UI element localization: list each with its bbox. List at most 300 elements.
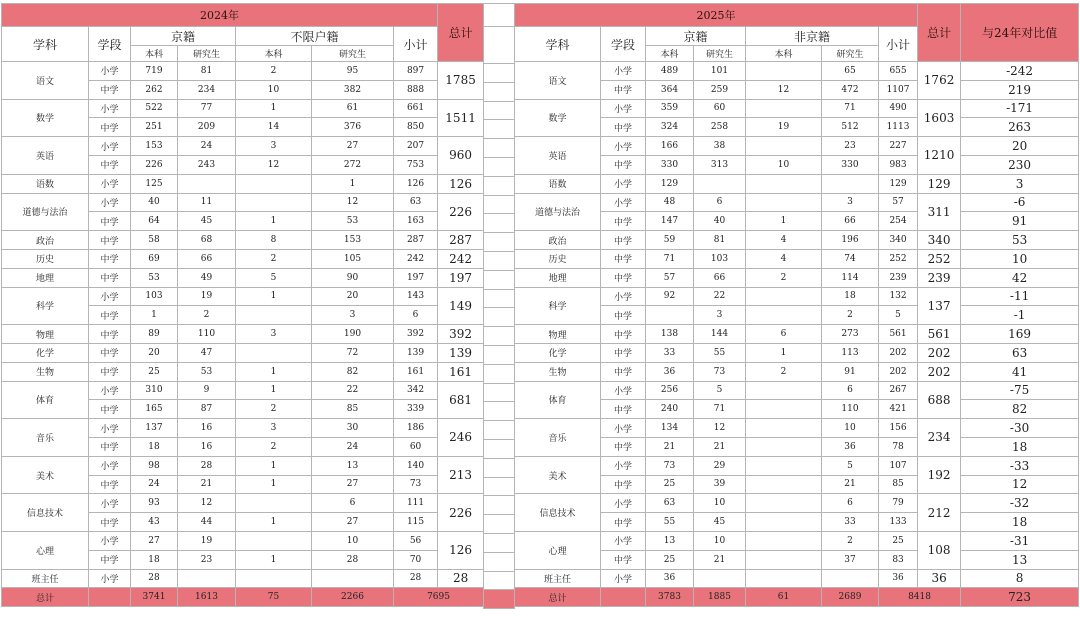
beijing-graduate-cell: 5 [694,381,746,400]
beijing-graduate-cell: 68 [178,231,236,250]
subject-cell: 数学 [2,99,89,137]
separator-blank [484,82,515,101]
other-graduate-cell: 72 [312,343,394,362]
beijing-graduate-cell: 10 [694,531,746,550]
stage-cell: 中学 [89,80,131,99]
separator-blank [484,402,515,421]
separator-cell [484,345,515,364]
diff-cell: 82 [961,400,1079,419]
separator-cell [484,157,515,176]
beijing-bachelor-cell: 48 [646,193,694,212]
subject-cell: 数学 [515,99,601,137]
separator-blank [484,176,515,195]
subject-cell: 信息技术 [2,494,89,532]
stage-cell: 中学 [601,343,646,362]
other-graduate-cell: 27 [312,137,394,156]
subtotal-cell: 85 [879,475,918,494]
totals-value: 75 [236,588,312,607]
beijing-bachelor-cell [646,306,694,325]
beijing-bachelor-cell: 64 [131,212,178,231]
table-row [515,419,1079,438]
beijing-bachelor-cell: 25 [646,475,694,494]
subject-total-cell: 234 [918,419,961,457]
separator-cell [484,402,515,421]
beijing-graduate-cell [178,174,236,193]
graduate-header: 研究生 [312,46,394,62]
stage-cell: 中学 [89,231,131,250]
subtotal-cell: 111 [394,494,438,513]
table-row [2,268,484,287]
subject-cell: 物理 [515,325,601,344]
other-bachelor-cell: 1 [236,99,312,118]
separator-cell [484,552,515,571]
stage-cell: 中学 [89,155,131,174]
other-graduate-cell: 27 [312,475,394,494]
other-bachelor-cell [236,306,312,325]
separator-blank [484,270,515,289]
table-row [515,174,1079,193]
diff-cell: 63 [961,343,1079,362]
other-bachelor-cell [746,550,822,569]
diff-cell: 20 [961,137,1079,156]
subtotal-cell: 252 [879,249,918,268]
separator-blank [484,214,515,233]
stage-cell: 中学 [89,343,131,362]
subject-cell: 政治 [2,231,89,250]
separator-blank [484,120,515,139]
separator-cell [484,477,515,496]
subject-cell: 体育 [515,381,601,419]
beijing-bachelor-cell: 153 [131,137,178,156]
other-graduate-cell: 5 [822,456,879,475]
header-row-year [2,4,484,27]
separator-cell [484,458,515,477]
subtotal-cell: 655 [879,62,918,81]
stage-cell: 中学 [601,550,646,569]
beijing-graduate-cell: 12 [178,494,236,513]
diff-cell: 42 [961,268,1079,287]
totals-value: 1885 [694,588,746,607]
separator-cell [484,364,515,383]
subject-cell: 科学 [2,287,89,325]
beijing-bachelor-cell: 57 [646,268,694,287]
subject-total-cell: 137 [918,287,961,325]
subtotal-cell: 129 [879,174,918,193]
other-bachelor-cell: 1 [236,381,312,400]
subject-total-cell: 246 [438,419,484,457]
other-graduate-cell: 65 [822,62,879,81]
other-graduate-cell: 273 [822,325,879,344]
subject-total-cell: 149 [438,287,484,325]
other-graduate-cell: 105 [312,249,394,268]
separator-blank [484,195,515,214]
beijing-graduate-cell: 21 [694,437,746,456]
year-header: 2024年 [2,4,438,27]
subject-cell: 化学 [515,343,601,362]
other-graduate-cell: 512 [822,118,879,137]
table-row [2,193,484,212]
beijing-graduate-cell: 22 [694,287,746,306]
header-row-category [2,27,484,46]
beijing-bachelor-cell: 73 [646,456,694,475]
table-row [2,569,484,588]
separator-blank [484,515,515,534]
beijing-graduate-cell: 103 [694,249,746,268]
subtotal-cell: 287 [394,231,438,250]
other-graduate-cell: 190 [312,325,394,344]
beijing-graduate-cell: 77 [178,99,236,118]
other-graduate-cell: 10 [312,531,394,550]
other-residency-header: 非京籍 [746,27,879,46]
other-graduate-cell: 53 [312,212,394,231]
diff-cell: 219 [961,80,1079,99]
other-graduate-cell: 10 [822,419,879,438]
diff-cell: 263 [961,118,1079,137]
other-bachelor-cell: 2 [746,268,822,287]
diff-cell: 12 [961,475,1079,494]
separator-blank [484,289,515,308]
other-bachelor-cell [746,306,822,325]
table-row [2,62,484,81]
table-2024 [1,3,484,607]
other-bachelor-cell: 2 [236,62,312,81]
separator-blank [484,101,515,120]
other-graduate-cell: 20 [312,287,394,306]
subtotal-cell: 254 [879,212,918,231]
total-header: 总计 [438,4,484,62]
beijing-graduate-cell: 39 [694,475,746,494]
beijing-graduate-cell: 243 [178,155,236,174]
table-row [515,494,1079,513]
table-row [2,287,484,306]
separator-cell [484,571,515,590]
subtotal-cell: 140 [394,456,438,475]
totals-row [2,588,484,607]
beijing-bachelor-cell: 21 [646,437,694,456]
stage-cell: 中学 [89,550,131,569]
beijing-graduate-cell: 259 [694,80,746,99]
beijing-graduate-cell: 28 [178,456,236,475]
separator-cell [484,195,515,214]
beijing-bachelor-cell: 324 [646,118,694,137]
other-bachelor-cell [746,419,822,438]
year-header: 2025年 [515,4,918,27]
totals-row [515,588,1079,607]
other-residency-header: 不限户籍 [236,27,394,46]
other-bachelor-cell [746,174,822,193]
table-row [2,362,484,381]
beijing-header: 京籍 [131,27,236,46]
subtotal-cell: 5 [879,306,918,325]
subject-total-cell: 252 [918,249,961,268]
totals-value: 1613 [178,588,236,607]
beijing-graduate-cell: 87 [178,400,236,419]
graduate-header: 研究生 [178,46,236,62]
other-bachelor-cell: 10 [746,155,822,174]
separator-cell [484,590,515,609]
beijing-graduate-cell: 110 [178,325,236,344]
grand-total-value: 8418 [879,588,961,607]
stage-cell: 中学 [601,249,646,268]
subject-total-cell: 161 [438,362,484,381]
subtotal-cell: 197 [394,268,438,287]
other-graduate-cell: 82 [312,362,394,381]
table-row [515,193,1079,212]
stage-cell: 小学 [601,62,646,81]
beijing-graduate-cell: 23 [178,550,236,569]
totals-value: 3741 [131,588,178,607]
other-bachelor-cell [236,343,312,362]
separator-cell [484,82,515,101]
table-row [515,325,1079,344]
stage-cell: 小学 [89,137,131,156]
other-graduate-cell: 376 [312,118,394,137]
other-bachelor-cell: 12 [236,155,312,174]
diff-cell: 3 [961,174,1079,193]
other-graduate-cell [822,174,879,193]
beijing-bachelor-cell: 147 [646,212,694,231]
subject-cell: 地理 [515,268,601,287]
subject-cell: 化学 [2,343,89,362]
other-graduate-cell: 33 [822,513,879,532]
subtotal-header: 小计 [394,27,438,62]
beijing-bachelor-cell: 13 [646,531,694,550]
beijing-bachelor-cell: 489 [646,62,694,81]
other-graduate-cell: 36 [822,437,879,456]
beijing-graduate-cell: 19 [178,287,236,306]
stage-cell: 中学 [601,118,646,137]
subject-cell: 英语 [2,137,89,175]
beijing-bachelor-cell: 251 [131,118,178,137]
other-bachelor-cell [236,569,312,588]
other-bachelor-cell [746,437,822,456]
subject-cell: 生物 [2,362,89,381]
stage-cell: 中学 [89,325,131,344]
beijing-bachelor-cell: 719 [131,62,178,81]
other-graduate-cell: 12 [312,193,394,212]
beijing-graduate-cell: 209 [178,118,236,137]
other-graduate-cell: 1 [312,174,394,193]
other-bachelor-cell: 1 [236,513,312,532]
subject-total-cell: 202 [918,362,961,381]
subject-cell: 科学 [515,287,601,325]
subject-total-cell: 287 [438,231,484,250]
other-bachelor-cell [746,99,822,118]
other-graduate-cell: 6 [822,494,879,513]
other-graduate-cell: 21 [822,475,879,494]
diff-cell: 91 [961,212,1079,231]
subject-total-cell: 681 [438,381,484,419]
separator-blank [484,421,515,440]
stage-cell: 中学 [601,362,646,381]
subtotal-cell: 163 [394,212,438,231]
beijing-bachelor-cell: 166 [646,137,694,156]
subject-cell: 语数 [2,174,89,193]
table-row [515,381,1079,400]
beijing-bachelor-cell: 359 [646,99,694,118]
subtotal-cell: 78 [879,437,918,456]
table-row [2,494,484,513]
beijing-bachelor-cell: 262 [131,80,178,99]
beijing-graduate-cell: 10 [694,494,746,513]
totals-label: 总计 [2,588,89,607]
other-bachelor-cell: 1 [236,456,312,475]
beijing-bachelor-cell: 129 [646,174,694,193]
beijing-graduate-cell: 60 [694,99,746,118]
beijing-bachelor-cell: 18 [131,437,178,456]
stage-cell: 中学 [89,118,131,137]
separator-blank [484,157,515,176]
other-bachelor-cell [236,193,312,212]
beijing-graduate-cell: 11 [178,193,236,212]
beijing-graduate-cell: 55 [694,343,746,362]
other-bachelor-cell [236,531,312,550]
subtotal-cell: 36 [879,569,918,588]
subtotal-cell: 126 [394,174,438,193]
other-bachelor-cell [746,531,822,550]
table-row [515,268,1079,287]
separator-cell [484,120,515,139]
stage-cell: 中学 [601,400,646,419]
stage-cell: 小学 [89,381,131,400]
beijing-bachelor-cell: 138 [646,325,694,344]
other-bachelor-cell: 1 [236,212,312,231]
subject-total-cell: 561 [918,325,961,344]
other-graduate-cell: 3 [312,306,394,325]
header-row-year [515,4,1079,27]
stage-cell: 小学 [601,137,646,156]
beijing-bachelor-cell: 364 [646,80,694,99]
beijing-bachelor-cell: 98 [131,456,178,475]
subtotal-cell: 63 [394,193,438,212]
stage-cell: 中学 [89,249,131,268]
subject-total-cell: 242 [438,249,484,268]
subject-cell: 音乐 [2,419,89,457]
table-row [2,325,484,344]
subject-total-cell: 1785 [438,62,484,100]
subject-total-cell: 129 [918,174,961,193]
subtotal-cell: 897 [394,62,438,81]
subject-cell: 信息技术 [515,494,601,532]
subtotal-cell: 340 [879,231,918,250]
beijing-graduate-cell: 29 [694,456,746,475]
subject-cell: 生物 [515,362,601,381]
separator-cell [484,4,515,27]
stage-cell: 小学 [89,456,131,475]
subtotal-header: 小计 [879,27,918,62]
other-graduate-cell: 110 [822,400,879,419]
table-row [515,343,1079,362]
stage-cell: 中学 [601,306,646,325]
subject-total-cell: 126 [438,531,484,569]
subject-total-cell: 213 [438,456,484,494]
subject-total-cell: 960 [438,137,484,175]
stage-cell: 中学 [89,268,131,287]
diff-cell: -30 [961,419,1079,438]
stage-cell: 小学 [89,287,131,306]
subject-cell: 政治 [515,231,601,250]
subject-cell: 心理 [515,531,601,569]
bachelor-header: 本科 [131,46,178,62]
stage-cell: 小学 [601,381,646,400]
other-bachelor-cell: 4 [746,231,822,250]
beijing-header: 京籍 [646,27,746,46]
diff-cell: 169 [961,325,1079,344]
subject-cell: 体育 [2,381,89,419]
stage-cell: 小学 [89,494,131,513]
subtotal-cell: 1107 [879,80,918,99]
other-bachelor-cell [746,475,822,494]
table-row [515,62,1079,81]
stage-cell: 小学 [601,531,646,550]
other-bachelor-cell [746,193,822,212]
beijing-graduate-cell: 66 [178,249,236,268]
separator-blank [484,308,515,327]
beijing-bachelor-cell: 330 [646,155,694,174]
other-graduate-cell: 91 [822,362,879,381]
beijing-bachelor-cell: 24 [131,475,178,494]
subtotal-cell: 888 [394,80,438,99]
other-graduate-cell [822,569,879,588]
table-2025 [514,3,1079,607]
separator-cell [484,214,515,233]
subtotal-cell: 850 [394,118,438,137]
subject-total-cell: 126 [438,174,484,193]
subject-total-cell: 392 [438,325,484,344]
other-graduate-cell: 6 [822,381,879,400]
separator-cell [484,515,515,534]
subject-total-cell: 1210 [918,137,961,175]
stage-cell: 小学 [601,456,646,475]
diff-cell: 41 [961,362,1079,381]
beijing-bachelor-cell: 25 [131,362,178,381]
totals-value: 3783 [646,588,694,607]
separator-blank [484,64,515,83]
separator-blank [484,27,515,64]
beijing-bachelor-cell: 256 [646,381,694,400]
subject-total-cell: 212 [918,494,961,532]
other-graduate-cell: 61 [312,99,394,118]
bachelor-header: 本科 [236,46,312,62]
stage-cell: 小学 [601,99,646,118]
subject-cell: 班主任 [515,569,601,588]
stage-cell: 中学 [89,362,131,381]
subject-total-cell: 340 [918,231,961,250]
subtotal-cell: 490 [879,99,918,118]
other-bachelor-cell: 2 [236,249,312,268]
stage-cell: 中学 [601,212,646,231]
stage-cell: 中学 [89,513,131,532]
subtotal-cell: 115 [394,513,438,532]
stage-cell: 中学 [601,155,646,174]
separator-cell [484,308,515,327]
separator-cell [484,251,515,270]
other-bachelor-cell [746,137,822,156]
beijing-graduate-cell: 258 [694,118,746,137]
subject-total-cell: 226 [438,494,484,532]
beijing-graduate-cell: 49 [178,268,236,287]
separator-blank [484,233,515,252]
subtotal-cell: 132 [879,287,918,306]
subtotal-cell: 207 [394,137,438,156]
beijing-bachelor-cell: 89 [131,325,178,344]
beijing-graduate-cell: 6 [694,193,746,212]
subject-cell: 地理 [2,268,89,287]
graduate-header: 研究生 [694,46,746,62]
subject-total-cell: 197 [438,268,484,287]
subject-cell: 历史 [515,249,601,268]
other-graduate-cell: 330 [822,155,879,174]
